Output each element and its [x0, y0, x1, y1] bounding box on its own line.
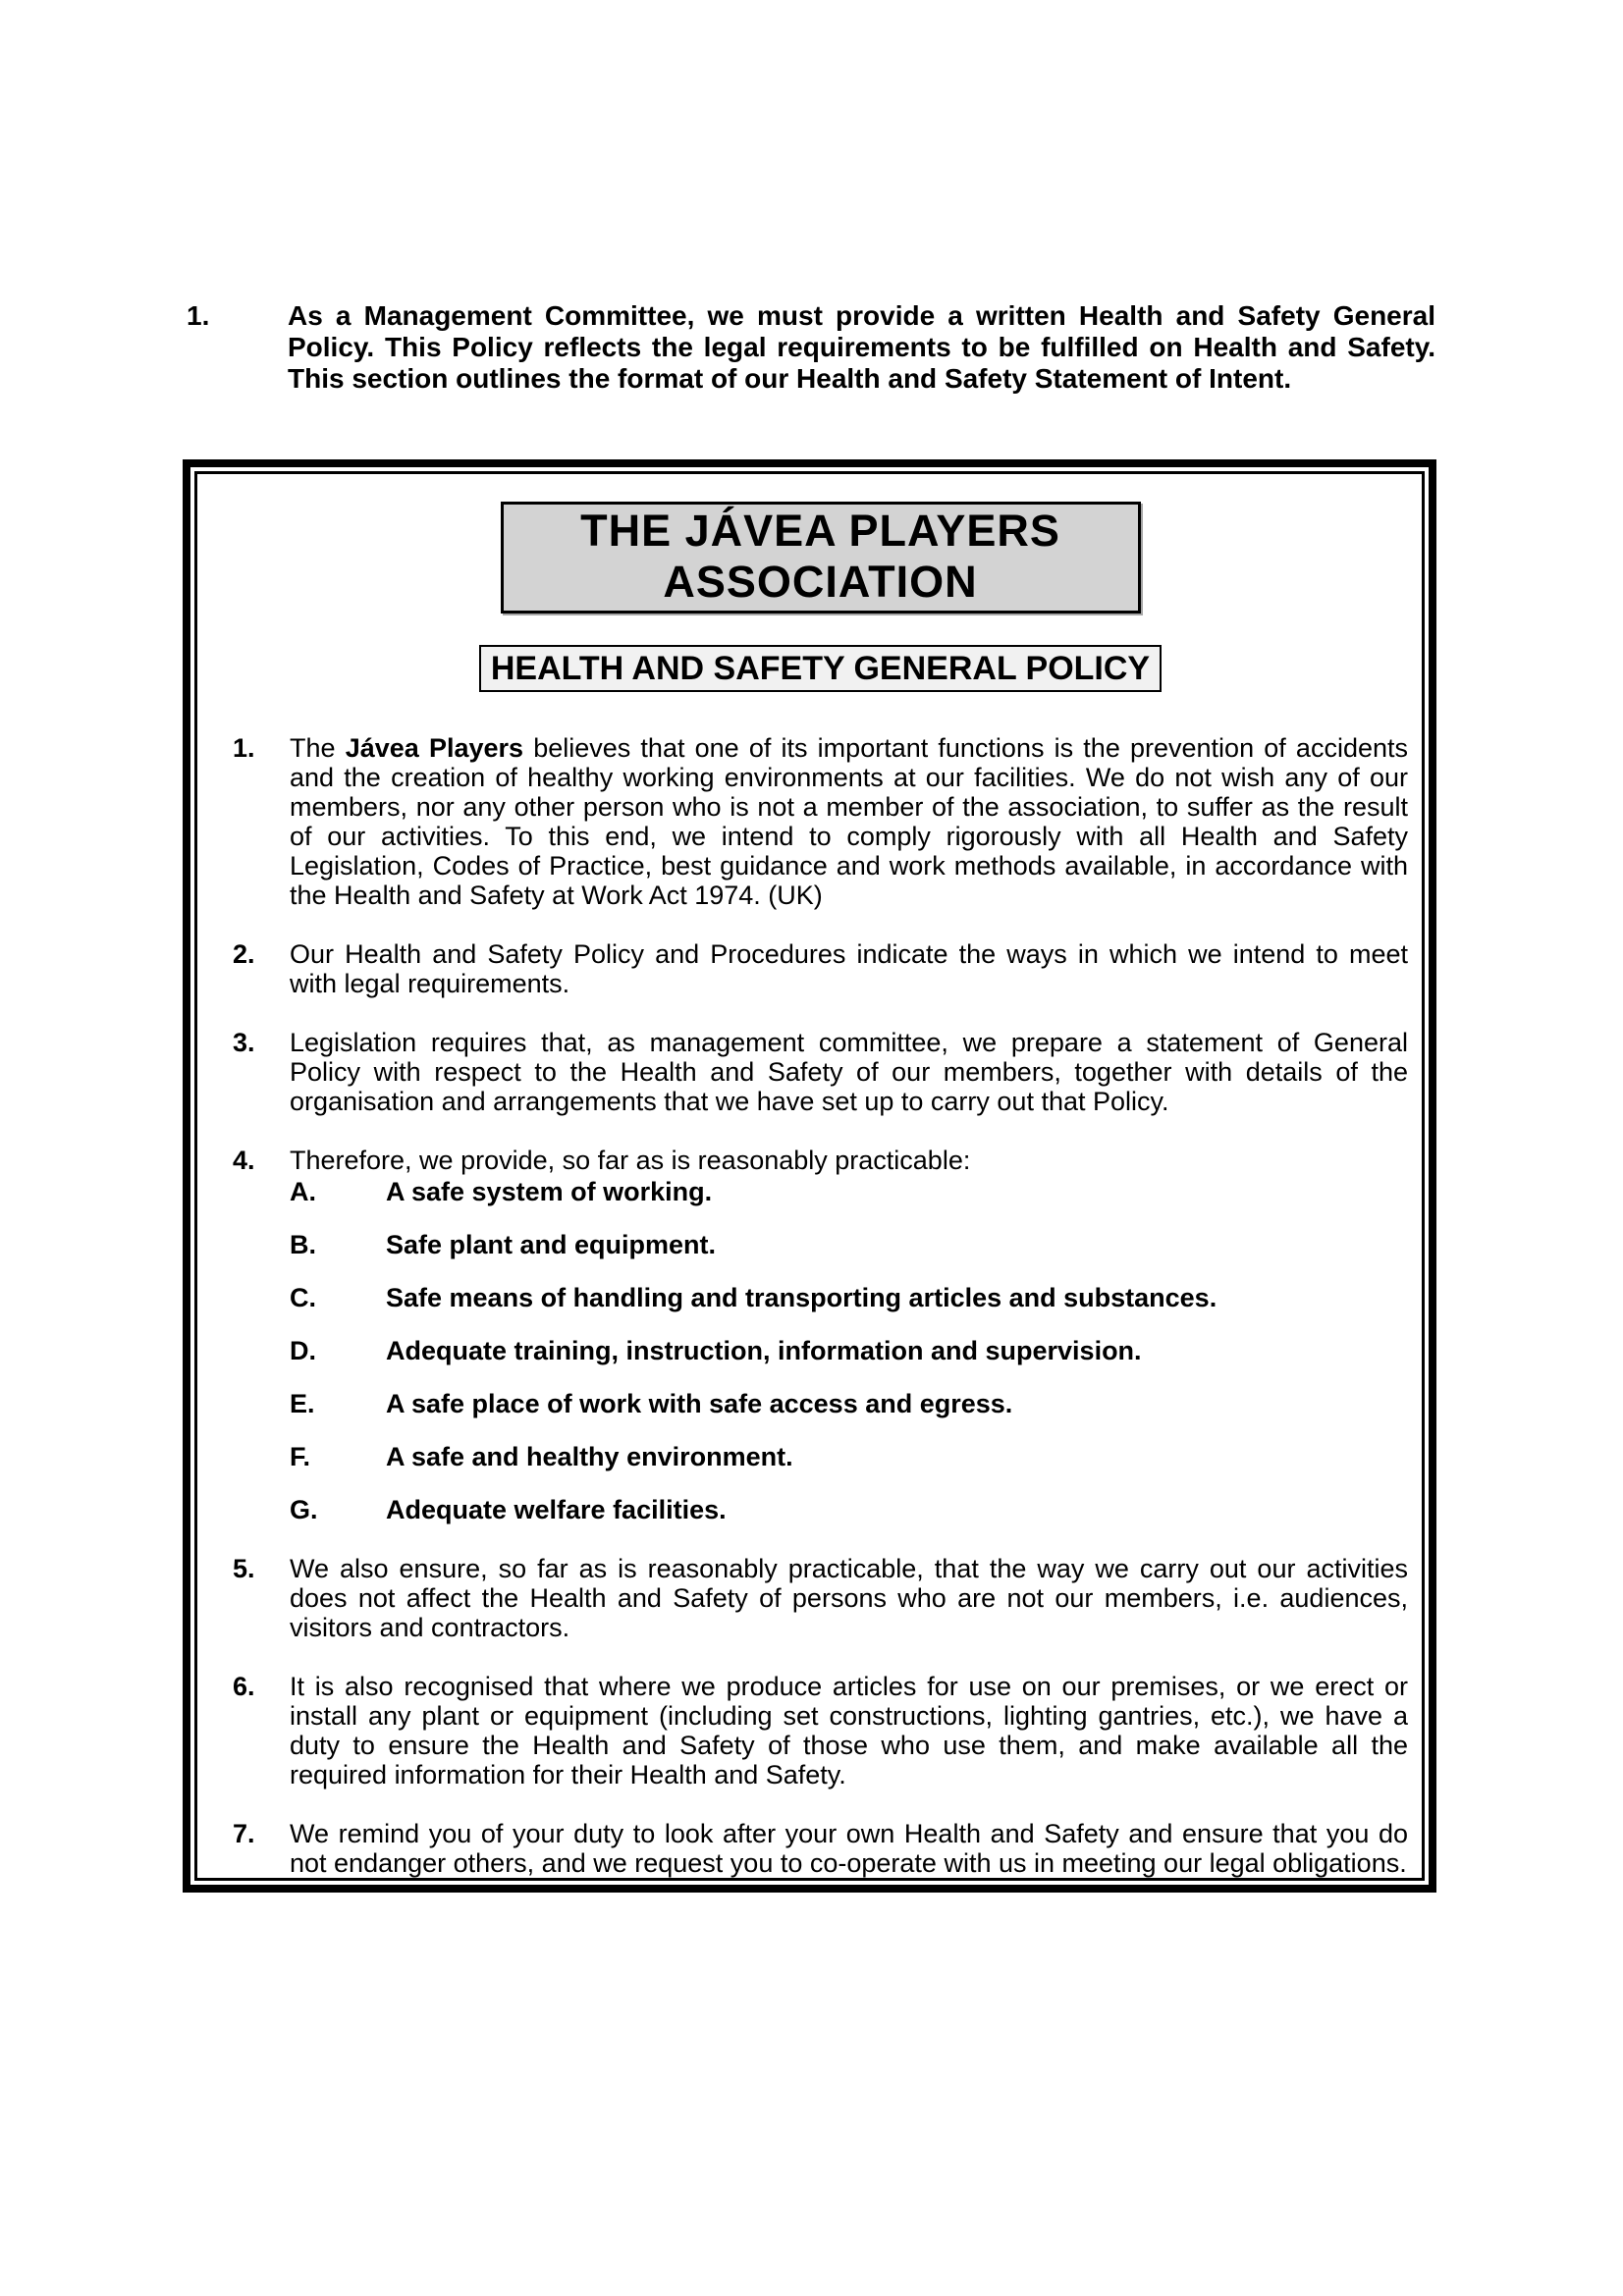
- list-item-text: It is also recognised that where we produce articles for use on our premises, or we erect or install any plant or equipment (including set constructions, lighting gantries, etc.), we have a duty to ensure the Health and Safety of those who use them, and make available all the required information for their Health and Safety.: [290, 1672, 1408, 1789]
- list-item-text: Legislation requires that, as management committee, we prepare a statement of General Policy with respect to the Health and Safety of our members, together with details of the organisation and arrangements that we have set up to carry out that Policy.: [290, 1028, 1408, 1116]
- sub-list: [290, 1177, 1408, 1524]
- sub-item-text: A safe place of work with safe access and egress.: [386, 1389, 1013, 1418]
- list-item-text: [290, 733, 1408, 910]
- list-item: [233, 1028, 1408, 1116]
- policy-inner-box: [194, 471, 1425, 1881]
- policy-items: [233, 733, 1408, 1878]
- policy-heading: HEALTH AND SAFETY GENERAL POLICY: [490, 650, 1151, 687]
- sub-list-item: [290, 1442, 1408, 1471]
- sub-item-letter: D.: [290, 1336, 316, 1365]
- sub-item-text: Adequate welfare facilities.: [386, 1495, 727, 1524]
- sub-list-item: [290, 1230, 1408, 1259]
- sub-list-item: [290, 1336, 1408, 1365]
- sub-list-item: [290, 1283, 1408, 1312]
- list-item-text: We remind you of your duty to look after your own Health and Safety and ensure that you do not endanger others, and we request you to co-operate with us in meeting our legal obligations.: [290, 1819, 1408, 1878]
- sub-item-letter: G.: [290, 1495, 318, 1524]
- list-item-number: 1.: [233, 733, 255, 763]
- sub-item-letter: E.: [290, 1389, 315, 1418]
- intro-paragraph: [187, 300, 1435, 395]
- sub-item-letter: A.: [290, 1177, 316, 1206]
- sub-item-text: A safe and healthy environment.: [386, 1442, 793, 1471]
- sub-list-item: [290, 1389, 1408, 1418]
- list-item: [233, 939, 1408, 998]
- list-item-number: 7.: [233, 1819, 255, 1848]
- org-title-line1: THE JÁVEA PLAYERS: [580, 506, 1060, 556]
- sub-list-item: [290, 1495, 1408, 1524]
- list-item-number: 2.: [233, 939, 255, 969]
- list-item: [233, 733, 1408, 910]
- list-item-number: 6.: [233, 1672, 255, 1701]
- sub-item-letter: F.: [290, 1442, 311, 1471]
- list-item-text: Our Health and Safety Policy and Procedures indicate the ways in which we intend to meet with legal requirements.: [290, 939, 1408, 998]
- sub-item-letter: B.: [290, 1230, 316, 1259]
- item1-text-after: believes that one of its important functions is the prevention of accidents and the creation of healthy working environments at our facilities. We do not wish any of our members, nor any other person who is not a member of the association, to suffer as the result of our activities. To this end, we intend to comply rigorously with all Health and Safety Legislation, Codes of Practice, best guidance and work methods available, in accordance with the Health and Safety at Work Act 1974. (UK): [290, 733, 1408, 910]
- list-item: [233, 1554, 1408, 1642]
- list-item-number: 5.: [233, 1554, 255, 1583]
- list-item-text: We also ensure, so far as is reasonably practicable, that the way we carry out our activities does not affect the Health and Safety of persons who are not our members, i.e. audiences, visitors and contractors.: [290, 1554, 1408, 1642]
- sub-item-letter: C.: [290, 1283, 316, 1312]
- item4-lead-text: Therefore, we provide, so far as is reasonably practicable:: [290, 1146, 971, 1175]
- list-item-number: 3.: [233, 1028, 255, 1057]
- sub-item-text: Safe plant and equipment.: [386, 1230, 717, 1259]
- list-item: [233, 1819, 1408, 1878]
- sub-list-item: [290, 1177, 1408, 1206]
- sub-item-text: Adequate training, instruction, information and supervision.: [386, 1336, 1142, 1365]
- org-title-box: [501, 502, 1141, 614]
- list-item: [233, 1672, 1408, 1789]
- list-item: [233, 1146, 1408, 1524]
- item1-org-name: Jávea Players: [345, 733, 524, 763]
- intro-text: As a Management Committee, we must provide a written Health and Safety General Policy. This Policy reflects the legal requirements to be fulfilled on Health and Safety. This section outlines the format of our Health and Safety Statement of Intent.: [288, 300, 1435, 394]
- list-item-text: [290, 1146, 1408, 1524]
- org-title-line2: ASSOCIATION: [663, 557, 978, 607]
- list-item-number: 4.: [233, 1146, 255, 1175]
- sub-item-text: Safe means of handling and transporting articles and substances.: [386, 1283, 1217, 1312]
- policy-heading-box: [479, 645, 1162, 692]
- intro-number: 1.: [187, 300, 210, 331]
- policy-outer-box: [183, 459, 1436, 1893]
- sub-item-text: A safe system of working.: [386, 1177, 713, 1206]
- item1-text-before: The: [290, 733, 346, 763]
